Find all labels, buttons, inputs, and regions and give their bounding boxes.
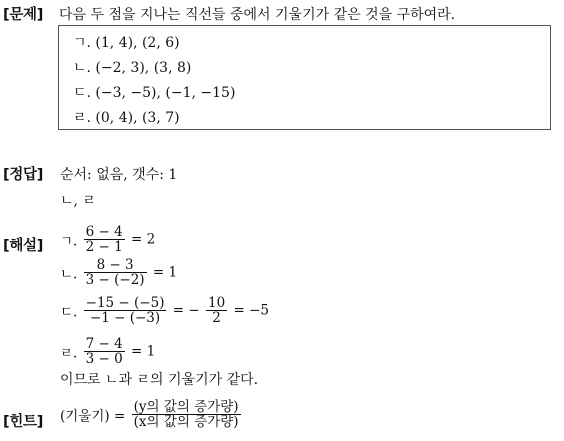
fraction-denominator: (x의 값의 증가량) [133, 414, 239, 431]
choice-item: ㄹ. (0, 4), (3, 7) [73, 110, 180, 126]
problem-statement: 다음 두 점을 지나는 직선들 중에서 기울기가 같은 것을 구하여라. [59, 7, 456, 23]
solution-label: ㄹ. [60, 345, 78, 362]
fraction-numerator: 6 − 4 [85, 224, 123, 240]
simplified-fraction [206, 296, 227, 325]
fraction-numerator: 10 [207, 295, 226, 311]
choice-item: ㄱ. (1, 4), (2, 6) [73, 35, 180, 51]
problem-tag: [문제] [3, 7, 44, 23]
answer-meta: 순서: 없음, 갯수: 1 [60, 167, 178, 183]
solution-label: ㄱ. [60, 233, 78, 250]
choice-item: ㄷ. (−3, −5), (−1, −15) [73, 85, 236, 101]
fraction-result: = −5 [233, 302, 269, 319]
fraction-equals: = − [172, 302, 200, 319]
fraction-denominator: 3 − (−2) [85, 272, 145, 289]
fraction-numerator: 8 − 3 [84, 258, 147, 273]
fraction-denominator: 2 − 1 [85, 239, 123, 256]
fraction-result: = 2 [131, 231, 156, 248]
solution-line-c [60, 296, 269, 325]
solution-conclusion: 이므로 ㄴ과 ㄹ의 기울기가 같다. [60, 372, 259, 388]
slope-fraction [84, 296, 167, 325]
fraction-denominator: −1 − (−3) [89, 310, 161, 327]
solution-line-d [60, 337, 155, 366]
answer-tag: [정답] [3, 167, 44, 183]
solution-line-a [60, 225, 155, 254]
solution-line-b [60, 258, 177, 287]
fraction-denominator: 2 [212, 310, 221, 327]
fraction-result: = 1 [131, 343, 156, 360]
fraction-numerator: 7 − 4 [85, 336, 123, 352]
hint-lhs: (기울기) = [60, 408, 126, 425]
solution-label: ㄷ. [60, 304, 78, 321]
slope-fraction [84, 225, 125, 254]
problem-choices-box [58, 25, 551, 130]
hint-fraction [132, 400, 241, 429]
solution-label: ㄴ. [60, 266, 78, 283]
slope-fraction [84, 337, 125, 366]
solution-tag: [해설] [3, 238, 44, 254]
slope-fraction [84, 258, 147, 287]
choice-item: ㄴ. (−2, 3), (3, 8) [73, 60, 192, 76]
answer-choices: ㄴ, ㄹ [60, 193, 96, 209]
hint-tag: [힌트] [3, 414, 44, 430]
fraction-denominator: 3 − 0 [85, 351, 123, 368]
fraction-numerator: (y의 값의 증가량) [133, 399, 239, 415]
fraction-numerator: −15 − (−5) [85, 295, 165, 311]
hint-formula [60, 400, 243, 429]
fraction-result: = 1 [152, 264, 178, 281]
